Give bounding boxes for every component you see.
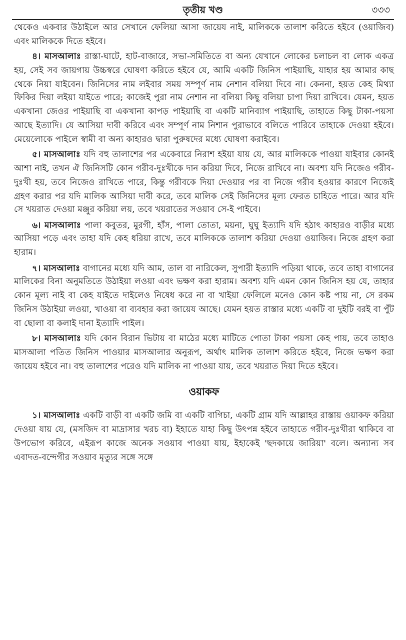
- paragraph-text: যদি বহু তালাশের পর একেবারে নিরাশ হইয়া যায় যে, আর মালিককে পাওয়া যাইবার কোনই আশা নাই, তখন ঐ জিনিসটি কোন গরীব-দুঃখীকে দান করিয়া দিবে, নিজে রাখিবে না। অবশ্য যদি নিজেও গরীব-দুঃখী হয়, তবে নিজেও রাখিতে পারে, কিন্তু গরীবকে দিয়া দেওয়ার পর বা নিজে গরীব হওয়ার কারণে নিজেই গ্রহণ করার পর যদি মালিক আসিয়া দাবী করে, তবে মালিক সেই জিনিসের মূল্য ফেরত চাহিতে পারে। আর যদি সে খয়রাত দেওয়া মঞ্জুর করিয়া লয়, তবে খয়রাতের সওয়াব সে-ই পাইবে।: [14, 150, 395, 216]
- paragraph-text: একটি বাড়ী বা একটি জমি বা একটি বাগিচা, একটি গ্রাম যদি আল্লাহর রাস্তায় ওয়াকফ করিয়া দেওয়া যায় যে, (মসজিদ বা মাদ্রাসার খরচ বা) ইহাতে যাহা কিছু উৎপন্ন হইবে তাহাতে গরীব-দুঃখীরা থাকিবে বা উপভোগ করিবে, এইরূপ কাজে অনেক সওয়াব পাওয়া যায়, ইহাকেই 'ছদকায়ে জারিয়া' বলে। অন্যান্য সব এবাদত-বন্দেগীর সওয়াব মৃত্যুর সঙ্গে সঙ্গে: [14, 411, 394, 463]
- paragraph-text: বাগানের মধ্যে যদি আম, তাল বা নারিকেল, সুপারী ইত্যাদি পড়িয়া থাকে, তবে তাহা বাগানের মালিকের বিনা অনুমতিতে উঠাইয়া লওয়া এবং ভক্ষণ করা হারাম। অবশ্য যদি এমন কোন জিনিস হয় যে, তাহার কোন মূল্য নাই বা কেহ যাইতে দাইলেও নিষেধ করে না বা খাইয়া ফেলিলে মনেও কোন কষ্ট পায় না, সে রকম জিনিস উঠাইয়া লওয়া, খাওয়া বা ব্যবহার করা জায়েয আছে। যেমন হয়ত রাস্তার মধ্যে একটি বা দুইটি বরই বা পুঁট বা ছোলা বা কলাই দানা ইত্যাদি পাইল।: [14, 263, 395, 329]
- paragraph-text: রাস্তা-ঘাটে, হাট-বাজারে, সভা-সমিতিতে বা অন্য যেখানে লোকের চলাচল বা লোক একত্র হয়, সেই সব জায়গায় উচ্চস্বরে ঘোষণা করিতে হইবে যে, আমি একটি জিনিস পাইয়াছি, যাহার হয় আমার কাছ থেকে নিয়া যাইবেন। জিনিসের নাম লইবার সময় সম্পূর্ণ নাম নেশান বলিয়া দিবে না। কেননা, হয়ত কেহ মিথ্যা ফিকির দিয়া লইয়া যাইতে পারে; কাজেই পুরা নাম নেশান না বলিয়া কিছু বলিয়া চাপা দিয়া রাখিবে। যেমন, হয়ত একখানা জেওর পাইয়াছি বা একখানা কাপড় পাইয়াছি বা একটি মানিব্যাগ পাইয়াছি, তাহাতে কিছু টাকা-পয়সা আছে ইত্যাদি। যে আসিয়া দাবী করিবে এবং সম্পূর্ণ নাম নিশান পুরাভাবে বলিতে পারিবে তাহাকে দেওয়া হইবে। মেয়েলোকে পাইলে স্বামী বা অন্য কাহারও দ্বারা পুরুষদের মধ্যে ঘোষণা করাইবে।: [14, 52, 394, 145]
- masala-5: [14, 149, 394, 218]
- masala-label: ৬। মাসআলাঃ: [32, 220, 81, 231]
- paragraph-text: পালা কবুতর, মুরগী, হাঁস, পালা তোতা, ময়না, ঘুঘু ইত্যাদি যদি হঠাৎ কাহারও বাড়ীর মধ্যে আসিয়া পড়ে এবং তাহা যদি কেহ ধরিয়া রাখে, তবে মালিককে তালাশ করিয়া দেওয়া ওয়াজিব। নিজে গ্রহণ করা হারাম।: [14, 220, 394, 259]
- paragraph-continuation: [14, 22, 394, 50]
- section-heading-waqf: ওয়াকফ: [188, 387, 220, 399]
- masala-8: [14, 333, 394, 374]
- paragraph-text: যদি কোন বিরান ভিটায় বা মাঠের মধ্যে মাটিতে পোতা টাকা পয়সা কেহ পায়, তবে তাহাও মাসআলা পতিত জিনিস পাওয়ার মাসআলার অনুরূপ, অর্থাৎ মালিক তালাশ করিতে হইবে, নিজে ভক্ষণ করা জায়েয হইবে না। বহু তালাশের পরেও যদি মালিক না পাওয়া যায়, তবে খয়রাত দিয়া দিতে হইবে।: [14, 334, 395, 372]
- page-header: [12, 4, 394, 20]
- masala-label: ১। মাসআলাঃ: [32, 411, 81, 422]
- masala-6: [14, 220, 394, 261]
- masala-label: ৮। মাসআলাঃ: [32, 334, 81, 345]
- masala-label: ৫। মাসআলাঃ: [32, 150, 81, 161]
- masala-7: [14, 263, 394, 332]
- masala-label: ৪। মাসআলাঃ: [32, 52, 82, 63]
- header-rule: [12, 19, 394, 20]
- masala-4: [14, 51, 394, 148]
- paragraph-text: থেকেও একবার উঠাইলে আর সেখানে ফেলিয়া আসা জায়েয নাই, মালিককে তালাশ করিতে হইবে (ওয়াজিব) এবং মালিককে দিতে হইবে।: [14, 23, 394, 47]
- volume-title: তৃতীয় খণ্ড: [182, 5, 224, 16]
- page-number: ৩৩৩: [371, 5, 390, 16]
- page-body: [14, 22, 394, 467]
- waqf-masala-1: [14, 410, 394, 465]
- masala-label: ৭। মাসআলাঃ: [32, 263, 81, 274]
